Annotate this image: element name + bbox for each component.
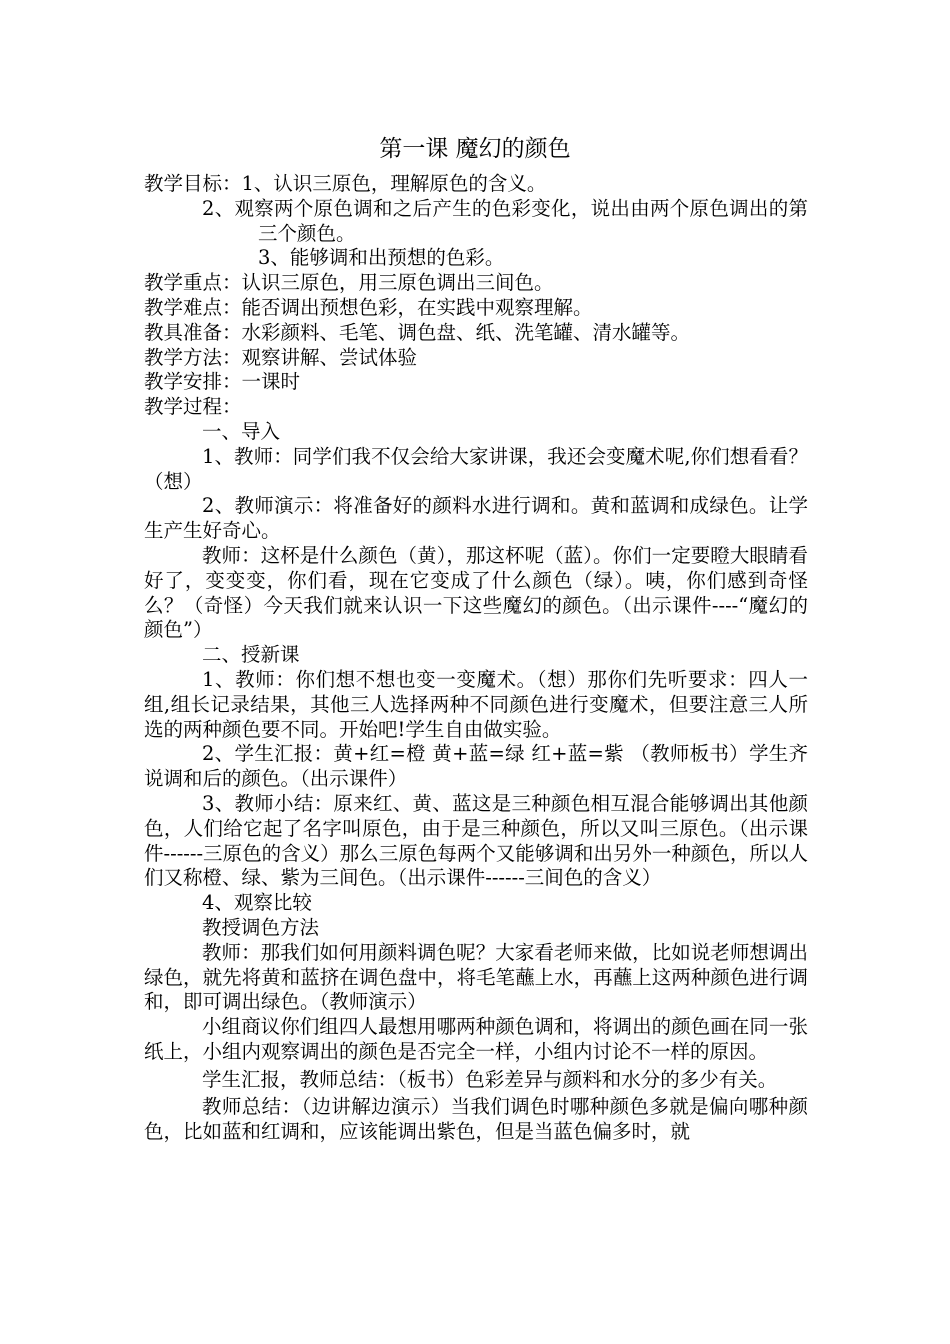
teaching-method: 教学方法：观察讲解、尝试体验 [144, 345, 418, 369]
teaching-difficulty: 教学难点：能否调出预想色彩，在实践中观察理解。 [144, 295, 593, 319]
mixing-paragraph-4: 教师总结：（边讲解边演示）当我们调色时哪种颜色多就是偏向哪种颜色，比如蓝和红调和，应该能调出紫色，但是当蓝色偏多时，就 [144, 1095, 808, 1144]
lesson-body [144, 172, 808, 1145]
teaching-goal-2: 2、观察两个原色调和之后产生的色彩变化，说出由两个原色调出的第三个颜色。 [202, 196, 808, 245]
lesson-title: 第一课 魔幻的颜色 [379, 136, 571, 162]
teaching-goal-1: 教学目标：1、认识三原色，理解原色的含义。 [144, 172, 547, 195]
teaching-key-point: 教学重点：认识三原色，用三原色调出三间色。 [144, 271, 554, 295]
section-heading-intro: 一、导入 [202, 419, 281, 443]
new-lesson-paragraph-3: 3、教师小结：原来红、黄、蓝这是三种颜色相互混合能够调出其他颜色，人们给它起了名字叫原色，由于是三种颜色，所以又叫三原色。（出示课件------三原色的含义）那么三原色每两个又能够调和出另外一种颜色，所以人们又称橙、绿、紫为三间色。（出示课件------三间色的含义） [144, 791, 808, 890]
mixing-paragraph-1: 教师：那我们如何用颜料调色呢？大家看老师来做，比如说老师想调出绿色，就先将黄和蓝挤在调色盘中，将毛笔蘸上水，再蘸上这两种颜色进行调和，即可调出绿色。（教师演示） [144, 940, 808, 1014]
section-heading-new-lesson: 二、授新课 [202, 643, 300, 667]
new-lesson-paragraph-2: 2、学生汇报：黄+红=橙 黄+蓝=绿 红+蓝=紫 （教师板书）学生齐说调和后的颜色。（出示课件） [144, 742, 808, 791]
mixing-paragraph-3: 学生汇报，教师总结：（板书）色彩差异与颜料和水分的多少有关。 [202, 1067, 778, 1091]
teaching-process-heading: 教学过程： [144, 395, 242, 419]
teaching-schedule: 教学安排：一课时 [144, 370, 301, 394]
teaching-materials: 教具准备：水彩颜料、毛笔、调色盘、纸、洗笔罐、清水罐等。 [144, 320, 691, 344]
mixing-paragraph-2: 小组商议你们组四人最想用哪两种颜色调和，将调出的颜色画在同一张纸上，小组内观察调出的颜色是否完全一样，小组内讨论不一样的原因。 [144, 1015, 808, 1063]
intro-paragraph-3: 教师：这杯是什么颜色（黄），那这杯呢（蓝）。你们一定要瞪大眼睛看好了，变变变，你们看，现在它变成了什么颜色（绿）。咦，你们感到奇怪么？（奇怪）今天我们就来认识一下这些魔幻的颜色。（出示课件----“魔幻的颜色”） [144, 543, 808, 642]
teaching-goal-3: 3、能够调和出预想的色彩。 [258, 246, 505, 270]
observe-compare-heading: 4、观察比较 [202, 891, 312, 915]
color-mixing-method-heading: 教授调色方法 [202, 915, 320, 939]
new-lesson-paragraph-1: 1、教师：你们想不想也变一变魔术。（想）那你们先听要求：四人一组,组长记录结果，其他三人选择两种不同颜色进行变魔术，但要注意三人所选的两种颜色要不同。开始吧!学生自由做实验。 [144, 667, 808, 741]
intro-paragraph-2: 2、教师演示：将准备好的颜料水进行调和。黄和蓝调和成绿色。让学生产生好奇心。 [144, 494, 808, 543]
intro-paragraph-1: 1、教师：同学们我不仅会给大家讲课，我还会变魔术呢,你们想看看？（想） [144, 444, 808, 493]
